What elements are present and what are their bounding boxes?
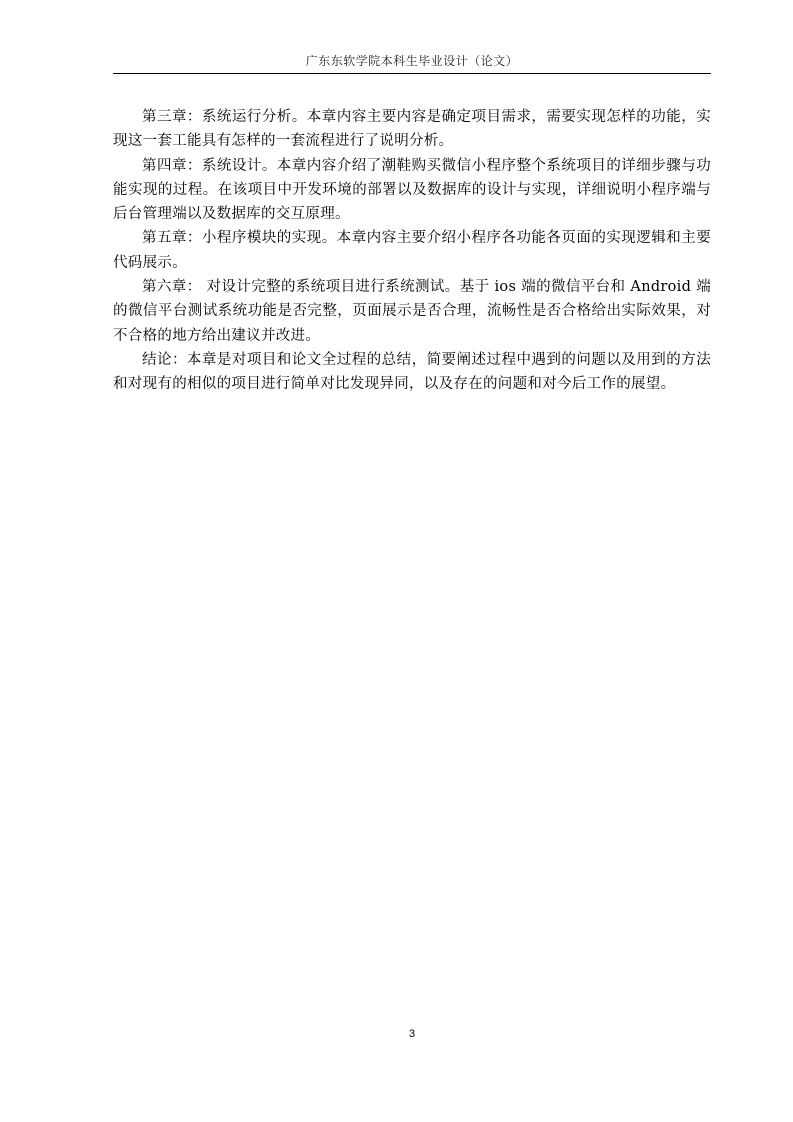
paragraph-conclusion: 结论：本章是对项目和论文全过程的总结，简要阐述过程中遇到的问题以及用到的方法和对现有的相似的项目进行简单对比发现异同，以及存在的问题和对今后工作的展望。	[113, 351, 711, 393]
paragraph-chapter-6: 第六章： 对设计完整的系统项目进行系统测试。基于 ios 端的微信平台和 Android 端的微信平台测试系统功能是否完整，页面展示是否合理，流畅性是否合格给出实际效果，对不合格的地方给出建议并改进。	[113, 279, 711, 344]
paragraph-chapter-5: 第五章：小程序模块的实现。本章内容主要介绍小程序各功能各页面的实现逻辑和主要代码展示。	[113, 230, 711, 271]
paragraph-chapter-4: 第四章：系统设计。本章内容介绍了潮鞋购买微信小程序整个系统项目的详细步骤与功能实现的过程。在该项目中开发环境的部署以及数据库的设计与实现，详细说明小程序端与后台管理端以及数据库的交互原理。	[113, 157, 711, 223]
page-number: 3	[408, 1028, 416, 1040]
body-text	[113, 105, 711, 397]
header-divider	[113, 73, 711, 74]
page-header: 广东东软学院本科生毕业设计（论文）	[305, 54, 519, 68]
paragraph-chapter-3: 第三章：系统运行分析。本章内容主要内容是确定项目需求，需要实现怎样的功能，实现这一套工能具有怎样的一套流程进行了说明分析。	[113, 109, 711, 150]
